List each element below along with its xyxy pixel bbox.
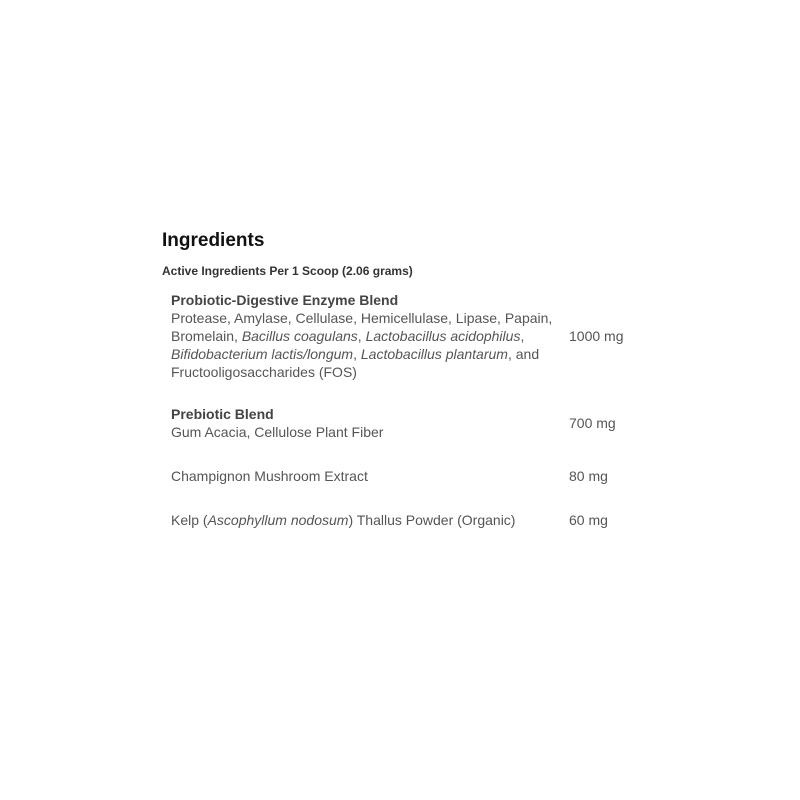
ingredient-amount: 1000 mg — [569, 328, 624, 344]
ingredient-text: Kelp ( — [171, 512, 208, 528]
ingredient-text-italic: Lactobacillus plantarum — [360, 346, 508, 362]
ingredient-name-cell — [171, 511, 569, 529]
ingredient-text: , and Fructooligosaccharides (FOS) — [171, 346, 540, 380]
ingredient-row — [171, 511, 642, 529]
ingredient-text-italic: Ascophyllum nodosum — [207, 512, 349, 528]
blend-ingredients — [171, 423, 569, 441]
ingredient-amount: 700 mg — [569, 415, 616, 431]
ingredient-text-italic: Lactobacillus acidophilus — [365, 328, 521, 344]
section-title: Ingredients — [162, 230, 265, 251]
blend-ingredients — [171, 309, 569, 381]
ingredient-row-blend — [171, 291, 642, 381]
blend-name: Prebiotic Blend — [171, 406, 274, 422]
ingredient-text: Gum Acacia, Cellulose Plant Fiber — [171, 424, 384, 440]
ingredient-text: , — [353, 346, 361, 362]
ingredient-text: , — [357, 328, 366, 344]
ingredient-text: , — [520, 328, 525, 344]
ingredient-text: ) Thallus Powder (Organic) — [348, 512, 516, 528]
ingredients-panel — [162, 228, 642, 529]
ingredient-row — [171, 467, 642, 485]
ingredient-amount: 60 mg — [569, 512, 608, 528]
blend-name: Probiotic-Digestive Enzyme Blend — [171, 292, 399, 308]
ingredient-name-cell — [171, 405, 569, 441]
ingredient-row-blend — [171, 405, 642, 441]
ingredient-text: Protease, Amylase, Cellulase, Hemicellulase, Lipase, Papain, Bromelain, — [171, 310, 553, 344]
ingredient-name-cell — [171, 291, 569, 381]
ingredient-text-italic: Bifidobacterium lactis/longum — [171, 346, 354, 362]
ingredient-text: Champignon Mushroom Extract — [171, 468, 368, 484]
ingredients-table — [171, 291, 642, 529]
section-subtitle: Active Ingredients Per 1 Scoop (2.06 grams) — [162, 264, 413, 278]
ingredient-text-italic: Bacillus coagulans — [241, 328, 358, 344]
ingredient-name-cell — [171, 467, 569, 485]
ingredient-amount: 80 mg — [569, 468, 608, 484]
